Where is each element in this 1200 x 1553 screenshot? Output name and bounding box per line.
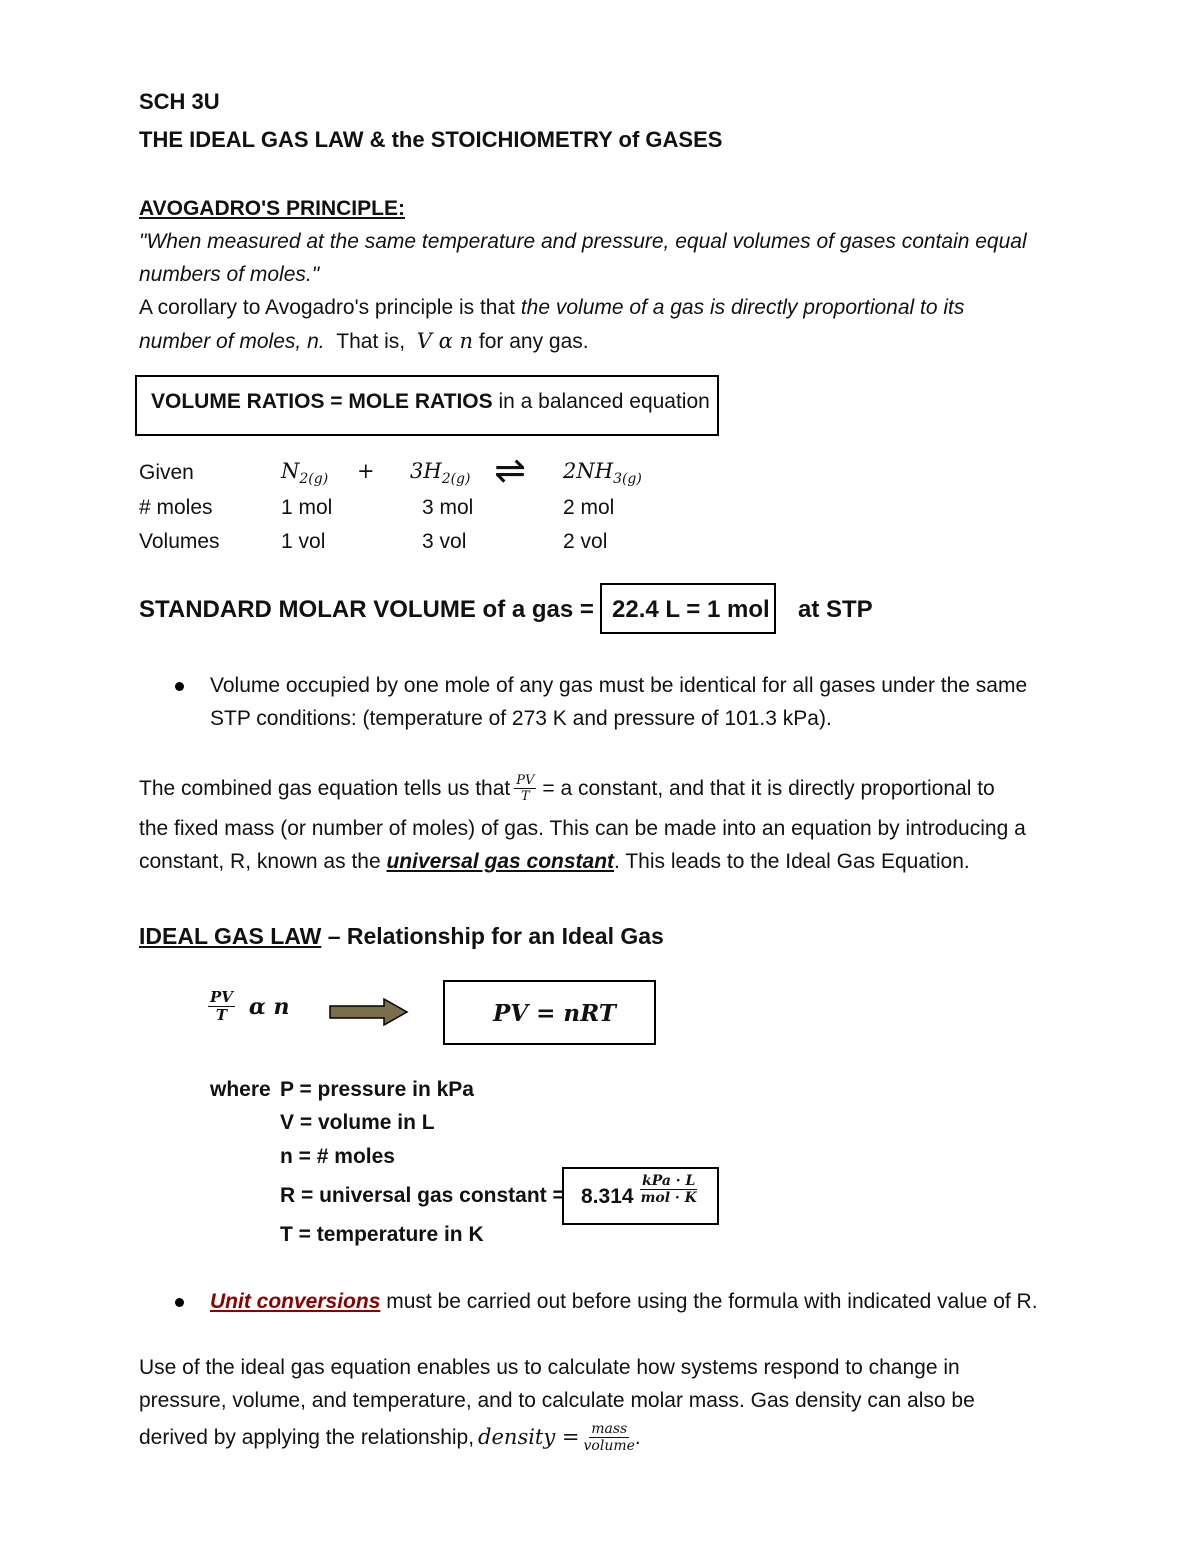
volumes-nh3: 2 vol	[563, 530, 608, 553]
plus-sign: +	[357, 459, 375, 483]
molar-volume-box	[600, 583, 776, 634]
corollary-italic2: number of moles, n.	[139, 330, 325, 353]
molar-volume-suffix: at STP	[798, 596, 873, 623]
corollary-thatis: That is,	[336, 330, 406, 353]
combined-line1-post: = a constant, and that it is directly proportional to	[542, 776, 995, 800]
row-label-given: Given	[139, 461, 194, 484]
universal-gas-constant-term: universal gas constant	[386, 850, 615, 873]
n2-formula: $N_{2(g)}$	[281, 459, 329, 488]
moles-h2: 3 mol	[422, 496, 474, 519]
avogadro-quote-line1: "When measured at the same temperature and pressure, equal volumes of gases contain equal	[139, 230, 1027, 253]
proportionality-expression: $\frac{PV}{T}$ α n	[210, 988, 290, 1024]
volumes-h2: 3 vol	[422, 530, 467, 553]
row-label-moles: # moles	[139, 496, 213, 519]
closing-line3: derived by applying the relationship, density = $\frac{\text{mass}}{\text{volume}}$ .	[139, 1420, 641, 1454]
def-volume: V = volume in L	[280, 1111, 435, 1134]
ideal-gas-heading: IDEAL GAS LAW – Relationship for an Ideal Gas	[139, 923, 664, 949]
bullet-dot-icon	[175, 682, 184, 691]
corollary-italic1: the volume of a gas is directly proportional to its	[520, 296, 965, 319]
def-pressure: P = pressure in kPa	[280, 1078, 474, 1101]
page-title: THE IDEAL GAS LAW & the STOICHIOMETRY of GASES	[139, 127, 723, 152]
nh3-formula: $2NH_{3(g)}$	[563, 459, 642, 488]
bullet1-line1: Volume occupied by one mole of any gas must be identical for all gases under the same	[210, 674, 1028, 697]
ratio-box-label: VOLUME RATIOS = MOLE RATIOS	[151, 390, 493, 413]
right-arrow-icon	[328, 996, 410, 1028]
ideal-gas-formula-box	[443, 980, 656, 1045]
combined-line1	[139, 768, 995, 808]
bullet2-text: Unit conversions must be carried out before using the formula with indicated value of R.	[210, 1290, 1038, 1313]
combined-line2: the fixed mass (or number of moles) of gas. This can be made into an equation by introducing a	[139, 817, 1026, 840]
closing-line1: Use of the ideal gas equation enables us to calculate how systems respond to change in	[139, 1356, 960, 1379]
volumes-n2: 1 vol	[281, 530, 326, 553]
combined-line3: constant, R, known as the universal gas constant. This leads to the Ideal Gas Equation.	[139, 850, 970, 873]
corollary-math: V α n	[416, 329, 474, 353]
corollary-intro: A corollary to Avogadro's principle is that	[139, 296, 521, 319]
h2-formula: $3H_{2(g)}$	[410, 459, 471, 488]
density-label: density =	[478, 1424, 580, 1449]
molar-volume-label: STANDARD MOLAR VOLUME of a gas =	[139, 596, 594, 623]
def-gas-constant: R = universal gas constant =	[280, 1184, 565, 1207]
avogadro-heading: AVOGADRO'S PRINCIPLE:	[139, 197, 405, 220]
pv-over-t-fraction-2: $\frac{PV}{T}$	[210, 988, 233, 1024]
closing-line2: pressure, volume, and temperature, and to calculate molar mass. Gas density can also be	[139, 1389, 975, 1412]
def-moles: n = # moles	[280, 1145, 395, 1168]
combined-line1-pre: The combined gas equation tells us that	[139, 776, 511, 800]
ideal-gas-formula: PV = nRT	[493, 1000, 616, 1027]
course-code: SCH 3U	[139, 89, 220, 114]
molar-volume-value: 22.4 L = 1 mol	[612, 596, 770, 623]
mass-over-volume-fraction: $\frac{\text{mass}}{\text{volume}}$	[583, 1420, 635, 1454]
ratio-box-suffix: in a balanced equation	[492, 390, 710, 413]
moles-n2: 1 mol	[281, 496, 333, 519]
ratio-box	[135, 375, 719, 436]
def-temperature: T = temperature in K	[280, 1223, 484, 1246]
ratio-box-text	[151, 391, 710, 412]
corollary-end: for any gas.	[473, 330, 589, 353]
row-label-volumes: Volumes	[139, 530, 220, 553]
equilibrium-arrow-icon: ⇌	[494, 450, 526, 492]
corollary-line2	[139, 331, 589, 352]
where-label: where	[210, 1078, 271, 1101]
unit-conversions-emphasis: Unit conversions	[210, 1290, 381, 1313]
gas-constant-box	[562, 1167, 719, 1225]
bullet1-line2: STP conditions: (temperature of 273 K and pressure of 101.3 kPa).	[210, 707, 832, 730]
pv-over-t-fraction: $\frac{PV}{T}$	[516, 772, 535, 804]
moles-nh3: 2 mol	[563, 496, 615, 519]
avogadro-quote-line2: numbers of moles."	[139, 263, 320, 286]
gas-constant-unit: $\frac{\text{kPa · L}}{\text{mol · K}}$	[640, 1173, 697, 1206]
bullet-dot-icon-2	[175, 1298, 184, 1307]
corollary-line1	[139, 297, 964, 318]
gas-constant-value: 8.314	[581, 1185, 634, 1208]
